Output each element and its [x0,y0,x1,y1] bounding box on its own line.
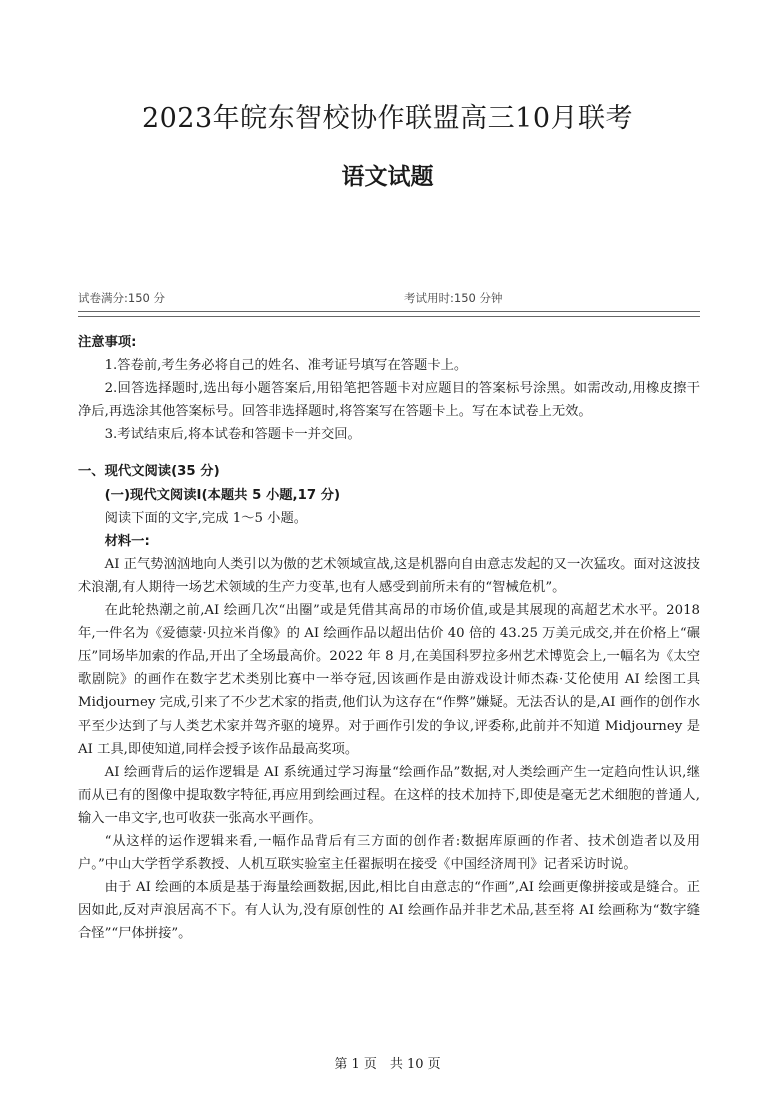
section-heading: 一、现代文阅读(35 分) [78,464,220,480]
material-paragraph-4: “从这样的运作逻辑来看,一幅作品背后有三方面的创作者:数据库原画的作者、技术创造者以及用户。”中山大学哲学系教授、人机互联实验室主任翟振明在接受《中国经济周刊》记者采访时说。 [78,833,700,873]
header-divider-bottom [78,316,700,317]
notice-item-3: 3.考试结束后,将本试卷和答题卡一并交回。 [104,427,361,443]
material-label: 材料一: [104,533,150,549]
material-paragraph-5: 由于 AI 绘画的本质是基于海量绘画数据,因此,相比自由意志的“作画”,AI 绘画更像拼接或是缝合。正因如此,反对声浪居高不下。有人认为,没有原创性的 AI 绘画作品并非艺术品,甚至将 AI 绘画称为“数字缝合怪”“尸体拼接”。 [78,880,700,942]
exam-content [78,331,700,945]
header-divider-top [78,311,700,312]
exam-time-label: 考试用时:150 分钟 [404,291,503,305]
page-number: 第 1 页 共 10 页 [334,1057,441,1072]
full-score-label: 试卷满分:150 分 [78,291,165,305]
section-sub-heading: (一)现代文阅读Ⅰ(本题共 5 小题,17 分) [104,487,341,503]
material-paragraph-2: 在此轮热潮之前,AI 绘画几次“出圈”或是凭借其高昂的市场价值,或是其展现的高超艺术水平。2018 年,一件名为《爱德蒙·贝拉米肖像》的 AI 绘画作品以超出估价 40 倍的 43.25 万美元成交,并在价格上“碾压”同场毕加索的作品,开出了全场最高价。2022 年 8 月,在美国科罗拉多州艺术博览会上,一幅名为《太空歌剧院》的画作在数字艺术类别比赛中一举夺冠,因该画作是由游戏设计师杰森·艾伦使用 AI 绘图工具 Midjourney 完成,引来了不少艺术家的指责,他们认为这存在“作弊”嫌疑。无法否认的是,AI 画作的创作水平至少达到了与人类艺术家并驾齐驱的境界。对于画作引发的争议,评委称,此前并不知道 Midjourney 是 AI 工具,即使知道,同样会授予该作品最高奖项。 [78,603,700,757]
reading-instruction: 阅读下面的文字,完成 1～5 小题。 [104,510,308,526]
notice-item-1: 1.答卷前,考生务必将自己的姓名、准考证号填写在答题卡上。 [104,358,468,374]
exam-subtitle: 语文试题 [341,164,434,190]
notice-item-2: 2.回答选择题时,选出每小题答案后,用铅笔把答题卡对应题目的答案标号涂黑。如需改动,用橡皮擦干净后,再选涂其他答案标号。回答非选择题时,将答案写在答题卡上。写在本试卷上无效。 [78,381,700,420]
exam-title: 2023年皖东智校协作联盟高三10月联考 [141,103,634,134]
material-paragraph-3: AI 绘画背后的运作逻辑是 AI 系统通过学习海量“绘画作品”数据,对人类绘画产生一定趋向性认识,继而从已有的图像中提取数字特征,再应用到绘画过程。在这样的技术加持下,即使是毫无艺术细胞的普通人,输入一串文字,也可收获一张高水平画作。 [78,764,700,826]
notice-heading: 注意事项: [78,335,137,350]
material-paragraph-1: AI 正气势汹汹地向人类引以为傲的艺术领域宣战,这是机器向自由意志发起的又一次猛攻。面对这波技术浪潮,有人期待一场艺术领域的生产力变革,也有人感受到前所未有的“智械危机”。 [78,556,700,595]
